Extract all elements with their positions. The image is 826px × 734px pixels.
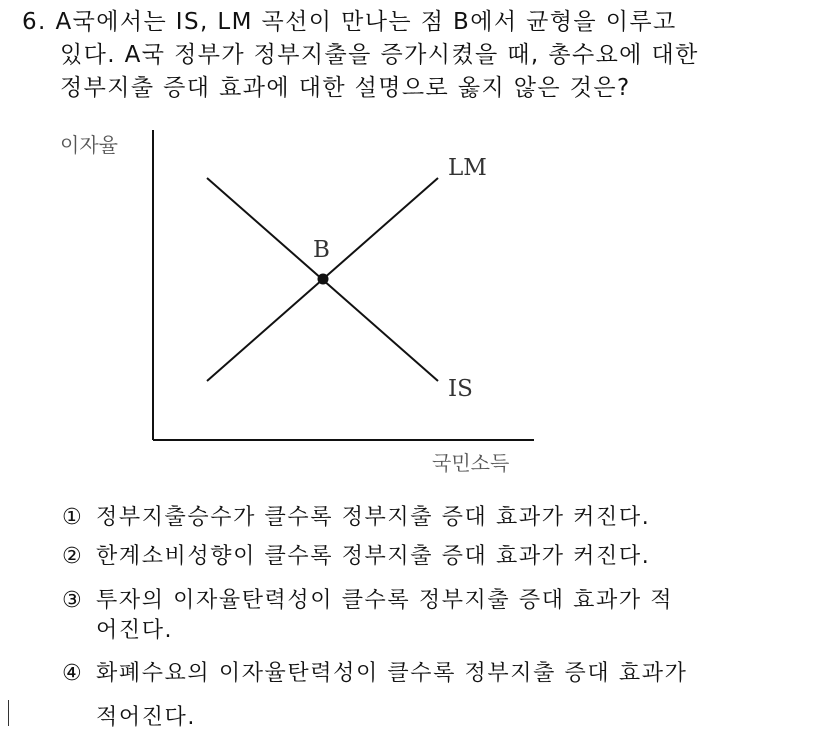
y-axis-label: 이자율 <box>60 133 118 157</box>
option-1-text: 정부지출승수가 클수록 정부지출 증대 효과가 커진다. <box>96 505 651 530</box>
option-3-text: 투자의 이자율탄력성이 클수록 정부지출 증대 효과가 적 <box>96 588 674 613</box>
option-3[interactable] <box>62 583 673 614</box>
is-lm-graph <box>40 118 560 488</box>
option-4[interactable] <box>62 656 687 687</box>
point-b-label: B <box>313 237 330 263</box>
question-text-line-2: 있다. A국 정부가 정부지출을 증가시켰을 때, 총수요에 대한 <box>60 42 699 68</box>
option-1[interactable] <box>62 500 650 531</box>
equilibrium-point <box>318 274 329 285</box>
option-2-text: 한계소비성향이 클수록 정부지출 증대 효과가 커진다. <box>96 544 651 569</box>
option-2-marker: ② <box>62 544 84 569</box>
option-4-text: 화폐수요의 이자율탄력성이 클수록 정부지출 증대 효과가 <box>96 661 688 686</box>
option-4-continuation: 적어진다. <box>96 705 197 730</box>
question-stem <box>22 6 812 105</box>
is-curve-label: IS <box>448 376 473 402</box>
option-3-continuation: 어진다. <box>96 618 174 643</box>
is-lm-diagram <box>40 118 560 488</box>
lm-curve-label: LM <box>448 155 487 181</box>
question-text-line-3: 정부지출 증대 효과에 대한 설명으로 옳지 않은 것은? <box>60 75 631 101</box>
question-line-1 <box>22 6 812 39</box>
option-1-marker: ① <box>62 505 84 530</box>
option-2[interactable] <box>62 539 650 570</box>
margin-rule <box>8 700 9 726</box>
question-text-line-1: A국에서는 IS, LM 곡선이 만나는 점 B에서 균형을 이루고 <box>55 9 677 35</box>
option-4-marker: ④ <box>62 661 84 686</box>
option-3-marker: ③ <box>62 588 84 613</box>
x-axis-label: 국민소득 <box>432 451 510 475</box>
question-number: 6. <box>22 9 47 35</box>
